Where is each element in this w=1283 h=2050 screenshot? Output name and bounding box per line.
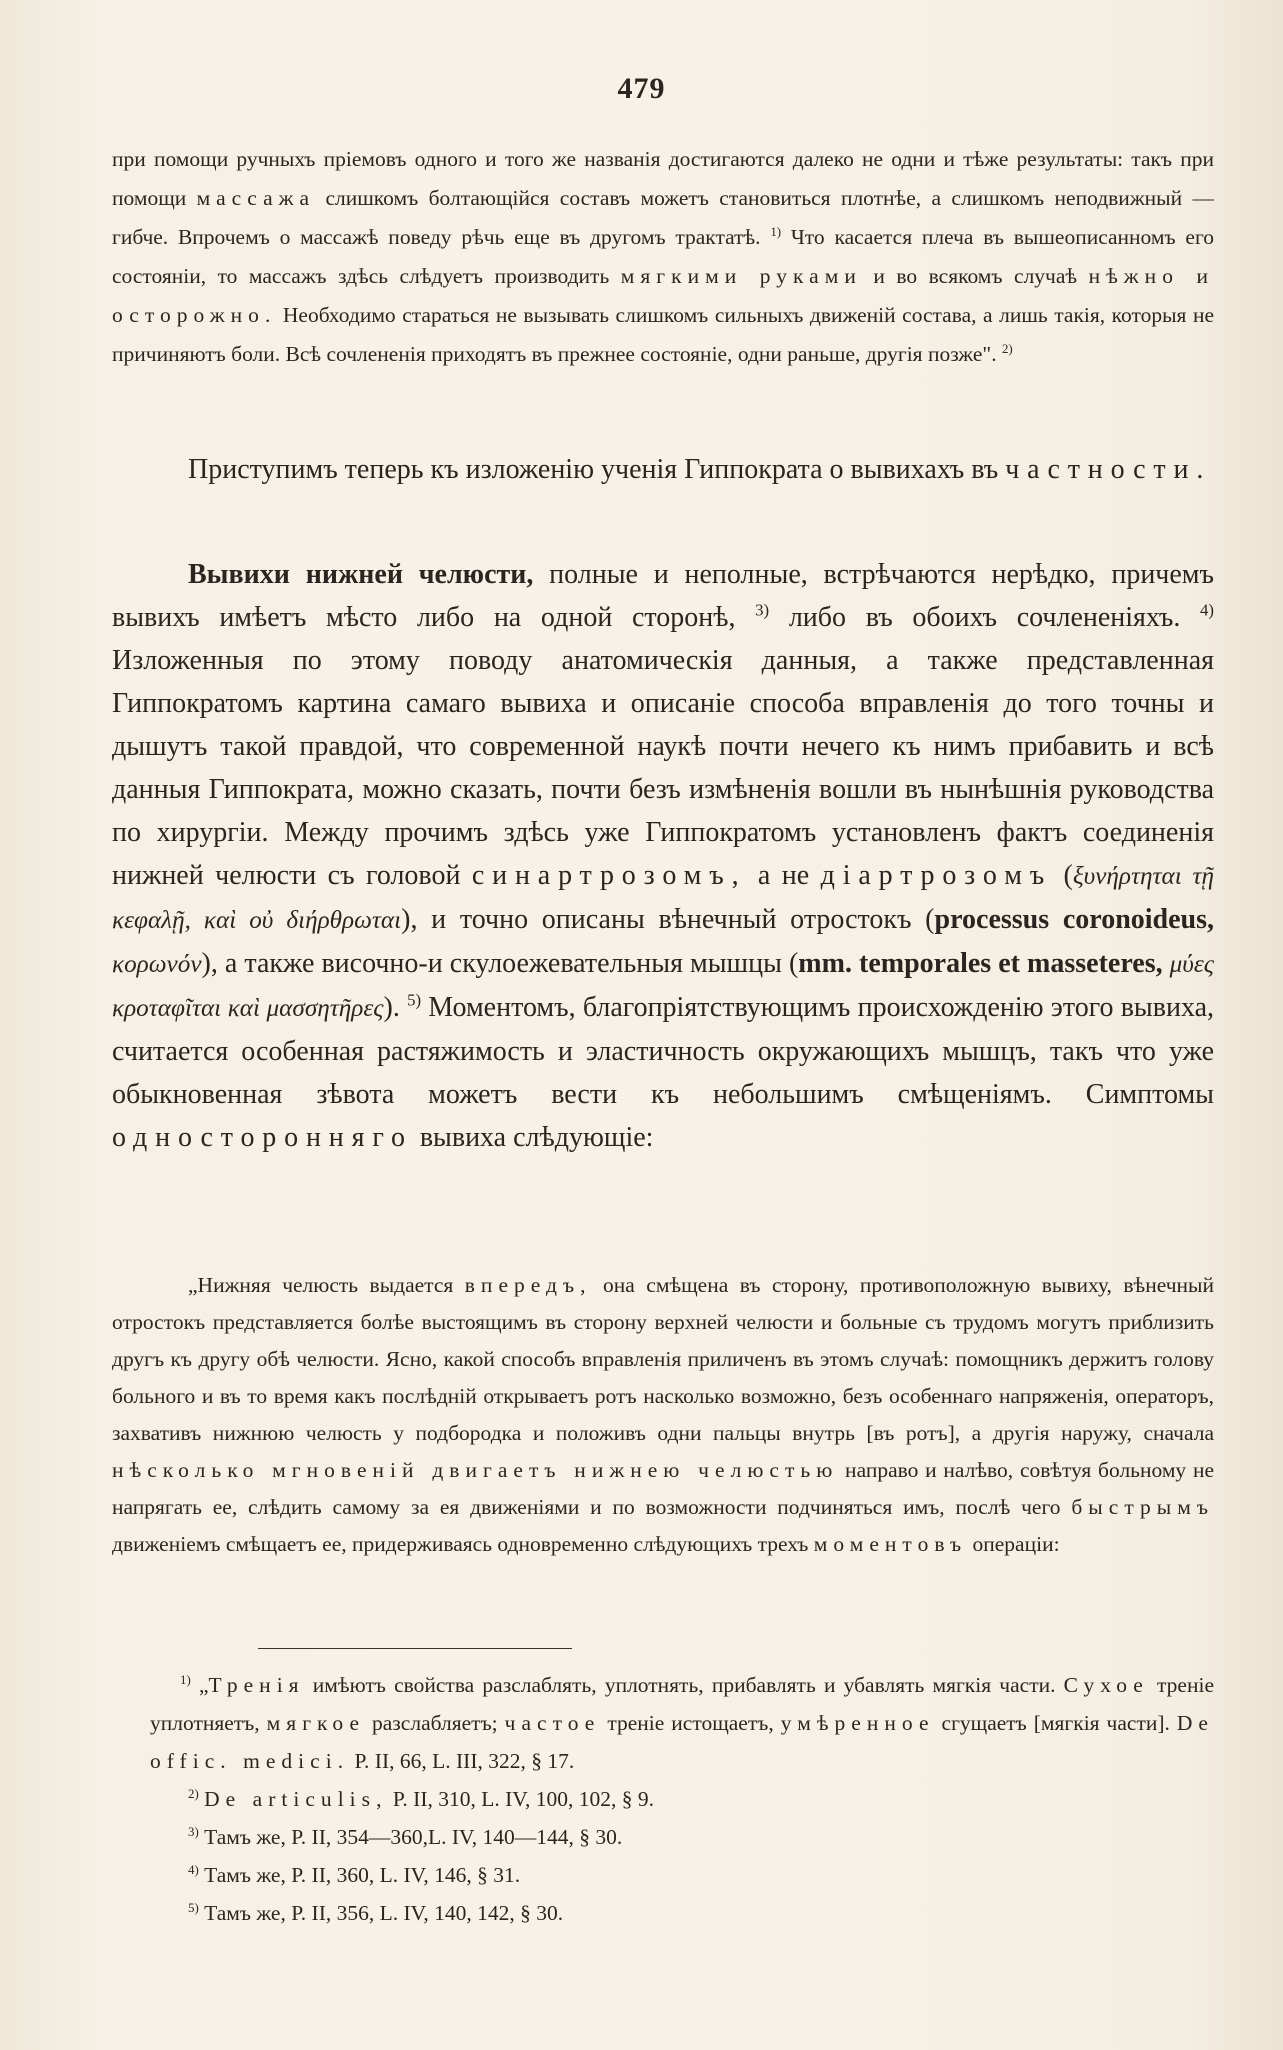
quote-continuation (112, 140, 1214, 374)
spaced-emphasis: быстрымъ (1071, 1495, 1214, 1519)
citation-title: De articulis, (204, 1787, 388, 1811)
greek-quote: μύες κροταφῖται καὶ μασσητῆρες (112, 951, 1215, 1022)
footnote-4 (150, 1856, 1214, 1894)
page-number: 479 (617, 72, 666, 105)
spaced-emphasis: односторонняго (112, 1122, 413, 1153)
paragraph-intro (112, 448, 1214, 491)
text-run: сгущаетъ [мягкія части]. (934, 1711, 1177, 1735)
text-run: ), а также височно-и скулоежевательныя мышцы ( (201, 948, 799, 979)
text-run: ( (1052, 860, 1073, 891)
spaced-emphasis: нѣжно и осторожно. (112, 264, 1215, 327)
spaced-emphasis: впередъ, (464, 1273, 592, 1297)
footnote-mark: 5) (188, 1900, 199, 1915)
spaced-emphasis: синартрозомъ, (471, 860, 747, 891)
text-run: слишкомъ болтающійся составъ можетъ становиться плотнѣе, а слишкомъ неподвижный — гибче. Впрочемъ о массажѣ поведу рѣчь еще въ другомъ трактатѣ. (112, 186, 1214, 249)
footnote-ref[interactable]: 3) (755, 600, 770, 620)
text-run: Моментомъ, благопріятствующимъ происхожденію этого вывиха, считается особенная растяжимость и эластичность окружающихъ мышцъ, такъ что уже обыкновенная зѣвота можетъ вести къ небольшимъ смѣщеніямъ. Симптомы (112, 992, 1215, 1110)
text-run: ). (383, 992, 408, 1023)
section-heading-inline: Вывихи нижней челюсти, (188, 559, 534, 590)
spaced-emphasis: Тренія (208, 1673, 305, 1697)
spaced-emphasis: Сухое (1063, 1673, 1149, 1697)
spaced-emphasis: діартрозомъ (820, 860, 1053, 891)
text-run: разслабляетъ; (365, 1711, 505, 1735)
text-run: а не (746, 860, 821, 891)
text-run: Изложенныя по этому поводу анатомическія данныя, а также представленная Гиппократомъ картина самаго вывиха и описаніе способа вправленія до того точны и дышутъ такой правдой, что современной наукѣ почти нечего къ нимъ прибавить и всѣ данныя Гиппократа, можно сказать, почти безъ измѣненія вошли въ нынѣшнія руководства по хирургіи. Между прочимъ здѣсь уже Гиппократомъ установленъ фактъ соединенія нижней челюсти съ головой (112, 645, 1214, 891)
footnote-divider (258, 1648, 572, 1649)
text-run: Что касается плеча въ вышеописанномъ его состояніи, то массажъ здѣсь слѣдуетъ производить (112, 225, 1214, 288)
paragraph-jaw-dislocation (112, 553, 1214, 1159)
text-run: направо и налѣво, совѣтуя больному не напрягать ее, слѣдить самому за ея движеніями и по возможности подчиняться имъ, послѣ чего (112, 1458, 1214, 1519)
text-run: операціи: (967, 1532, 1060, 1556)
text-run: полные и неполные, встрѣчаются нерѣдко, причемъ вывихъ имѣетъ мѣсто либо на одной сторонѣ, (112, 559, 1215, 633)
footnote-3 (150, 1818, 1214, 1856)
text-run: Тамъ же, P. II, 360, L. IV, 146, § 31. (198, 1863, 521, 1887)
greek-quote: κορωνόν (112, 951, 202, 978)
footnote-ref[interactable]: 2) (1001, 341, 1013, 356)
footnotes (150, 1666, 1214, 1932)
footnote-mark: 3) (188, 1824, 199, 1839)
text-run (1163, 948, 1170, 979)
text-run: Тамъ же, P. II, 354—360,L. IV, 140—144, § 30. (198, 1825, 623, 1849)
latin-term: processus coronoideus, (934, 904, 1215, 935)
text-run: Необходимо стараться не вызывать слишкомъ сильныхъ движеній состава, а лишь такія, которыя не причиняютъ боли. Всѣ сочлененія приходятъ въ прежнее состояніе, одни раньше, другія позже". (112, 303, 1214, 366)
footnote-ref[interactable]: 5) (407, 990, 422, 1010)
text-run: P. II, 66, L. III, 322, § 17. (349, 1749, 575, 1773)
spaced-emphasis: массажа (196, 186, 316, 210)
spaced-emphasis: частое (504, 1711, 601, 1735)
text-run: она смѣщена въ сторону, противоположную вывиху, вѣнечный отростокъ представляется болѣе выстоящимъ въ сторону верхней челюсти и больные съ трудомъ могутъ приблизить другъ къ другу обѣ челюсти. Ясно, какой способъ вправленія приличенъ въ этомъ случаѣ: помощникъ держитъ голову больного и въ то время какъ послѣдній открываетъ ротъ насколько возможно, безъ особеннаго напряженія, операторъ, захвативъ нижнюю челюсть у подбородка и положивъ одни пальцы внутрь [въ ротъ], а другія наружу, сначала (112, 1273, 1214, 1445)
quote-hippocrates (112, 1267, 1214, 1563)
footnote-1 (150, 1666, 1214, 1780)
footnote-mark: 2) (188, 1786, 199, 1801)
text-run: при помощи ручныхъ пріемовъ одного и того же названія достигаются далеко не одни и тѣже результаты: такъ при помощи (112, 147, 1214, 210)
text-run: имѣютъ свойства разслаблять, уплотнять, прибавлять и убавлять мягкія части. (304, 1673, 1064, 1697)
footnote-mark: 4) (188, 1862, 199, 1877)
text-run: P. II, 310, L. IV, 100, 102, § 9. (387, 1787, 655, 1811)
text-run: Приступимъ теперь къ изложенію ученія Гиппократа о вывихахъ въ (188, 454, 1006, 485)
spaced-emphasis: умѣренное (780, 1711, 935, 1735)
text-run: „ (190, 1673, 209, 1697)
spaced-emphasis: моментовъ (813, 1532, 968, 1556)
footnote-ref[interactable]: 4) (1200, 600, 1215, 620)
latin-term: mm. temporales et masseteres, (798, 948, 1163, 979)
text-run: ), и точно описаны вѣнечный отростокъ ( (401, 904, 935, 935)
spaced-emphasis: частности. (1005, 454, 1212, 485)
text-run: вывиха слѣдующіе: (412, 1122, 654, 1153)
text-run: треніе уплотняетъ, (150, 1673, 1214, 1735)
text-run: и во всякомъ случаѣ (861, 264, 1089, 288)
footnote-ref[interactable]: 1) (770, 224, 782, 239)
spaced-emphasis: мягкими руками (620, 264, 862, 288)
text-run: треніе истощаетъ, (600, 1711, 781, 1735)
text-run: либо въ обоихъ сочлененіяхъ. (769, 602, 1201, 633)
greek-quote: ξυνήρτηται τῇ κεφαλῇ, καὶ οὐ διήρθρωται (112, 863, 1214, 934)
spaced-emphasis: нѣсколько мгновеній двигаетъ нижнею челюстью (112, 1458, 839, 1482)
spaced-emphasis: мягкое (266, 1711, 366, 1735)
text-run: Тамъ же, P. II, 356, L. IV, 140, 142, § 30. (198, 1901, 564, 1925)
text-run: „Нижняя челюсть выдается (188, 1273, 465, 1297)
footnote-mark: 1) (180, 1672, 191, 1687)
footnote-5 (150, 1894, 1214, 1932)
text-run: движеніемъ смѣщаетъ ее, придерживаясь одновременно слѣдующихъ трехъ (112, 1532, 814, 1556)
footnote-2 (150, 1780, 1214, 1818)
citation-title: De offic. medici. (150, 1711, 1214, 1773)
